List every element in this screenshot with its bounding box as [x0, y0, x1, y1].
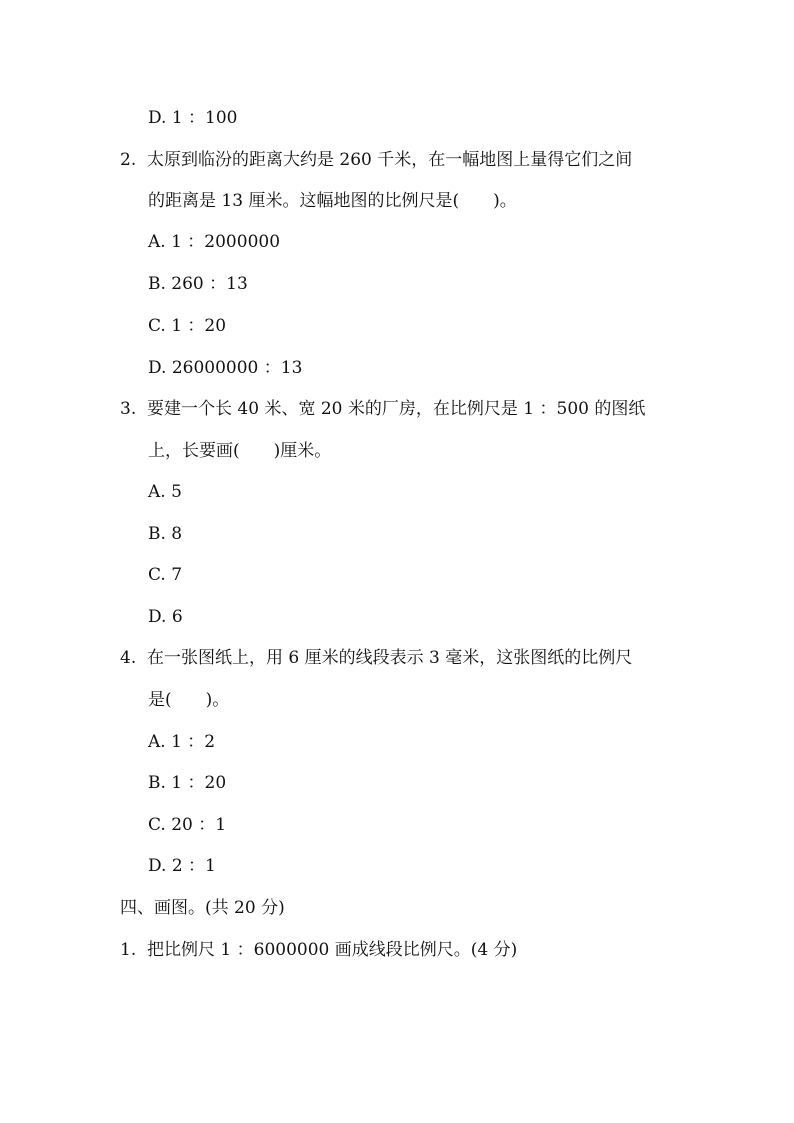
q4-stem-line2: 是( )。 [148, 690, 230, 710]
q3-stem-line2: 上，长要画( )厘米。 [148, 441, 332, 461]
drawing-q1-stem: 1. 把比例尺 1 ：6000000 画成线段比例尺。(4 分) [120, 940, 518, 960]
q2-option-c: C. 1 ：20 [148, 316, 227, 336]
section-heading-drawing: 四、画图。(共 20 分) [120, 898, 285, 918]
q3-option-d: D. 6 [148, 607, 183, 627]
q2-stem-line1: 2. 太原到临汾的距离大约是 260 千米，在一幅地图上量得它们之间 [120, 150, 633, 170]
q4-option-a: A. 1 ：2 [148, 732, 216, 752]
q1-option-d: D. 1 ：100 [148, 108, 238, 128]
q4-stem-line1: 4. 在一张图纸上，用 6 厘米的线段表示 3 毫米，这张图纸的比例尺 [120, 648, 633, 668]
q2-option-d: D. 26000000 ：13 [148, 358, 303, 378]
q3-stem-line1: 3. 要建一个长 40 米、宽 20 米的厂房，在比例尺是 1 ：500 的图纸 [120, 399, 646, 419]
q2-stem-line2: 的距离是 13 厘米。这幅地图的比例尺是( )。 [148, 191, 517, 211]
q4-option-d: D. 2 ：1 [148, 856, 216, 876]
q4-option-c: C. 20 ：1 [148, 815, 227, 835]
q3-option-c: C. 7 [148, 565, 183, 585]
q3-option-a: A. 5 [148, 482, 182, 502]
q2-option-b: B. 260 ：13 [148, 274, 248, 294]
q3-option-b: B. 8 [148, 524, 183, 544]
q4-option-b: B. 1 ：20 [148, 773, 227, 793]
q2-option-a: A. 1 ：2000000 [148, 232, 281, 252]
